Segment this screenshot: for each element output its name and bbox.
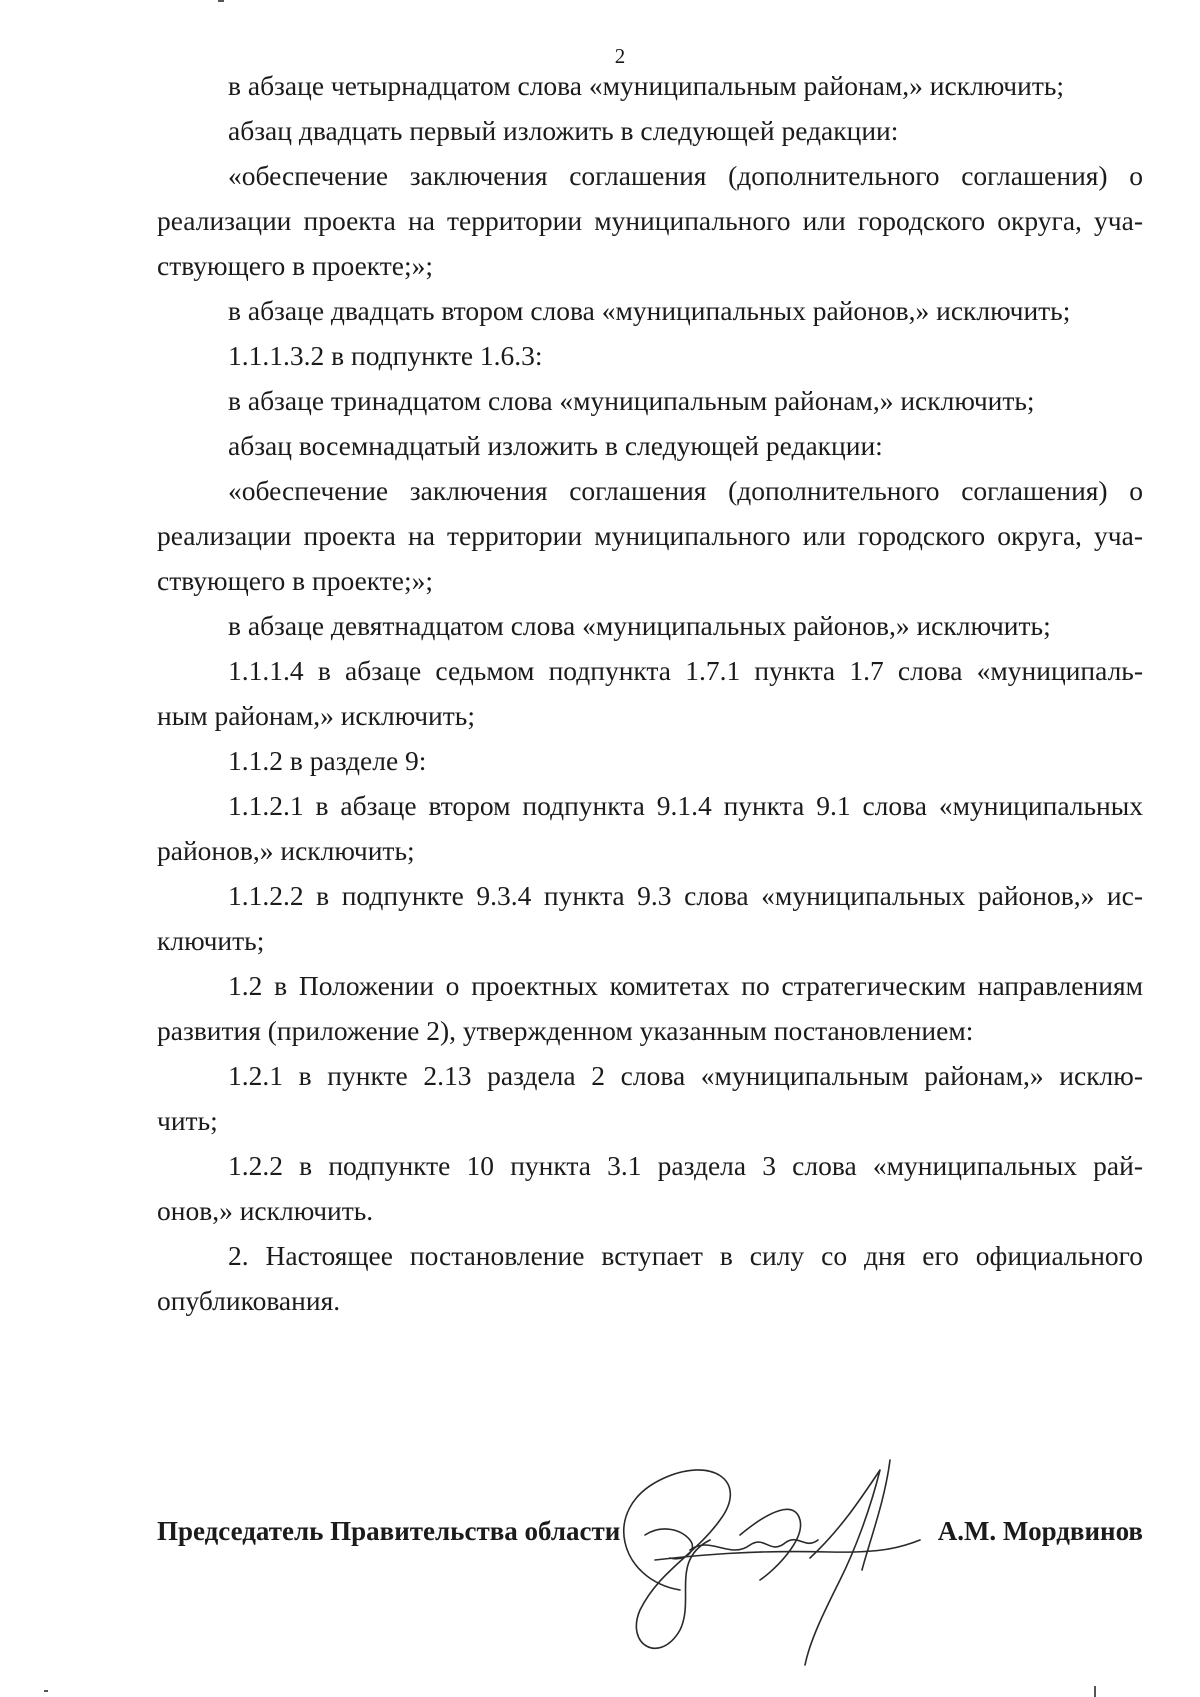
text-line: в абзаце девятнадцатом слова «муниципальных районов,» исключить; <box>228 610 1051 641</box>
text-line: районов,» исключить; <box>157 835 415 866</box>
text-line: онов,» исключить. <box>157 1195 374 1226</box>
scan-artifact <box>44 1690 48 1692</box>
signatory-name: А.М. Мордвинов <box>937 1516 1143 1546</box>
text-line: «обеспечение заключения соглашения (дополнительного соглашения) о <box>228 475 1143 506</box>
text-line: чить; <box>157 1105 218 1136</box>
text-line: 2. Настоящее постановление вступает в силу со дня его официального <box>228 1240 1143 1271</box>
text-line: реализации проекта на территории муниципального или городского округа, уча- <box>157 205 1143 236</box>
signatory-title: Председатель Правительства области <box>157 1516 621 1546</box>
signature-block <box>157 1511 1143 1551</box>
text-line: 1.1.2.2 в подпункте 9.3.4 пункта 9.3 слова «муниципальных районов,» ис- <box>228 880 1143 911</box>
text-line: в абзаце двадцать втором слова «муниципальных районов,» исключить; <box>228 295 1071 326</box>
text-line: абзац двадцать первый изложить в следующей редакции: <box>228 115 899 146</box>
text-line: ключить; <box>157 925 265 956</box>
text-line: «обеспечение заключения соглашения (дополнительного соглашения) о <box>228 160 1143 191</box>
text-line: 1.2.1 в пункте 2.13 раздела 2 слова «муниципальным районам,» исклю- <box>228 1060 1143 1091</box>
text-line: 1.1.2 в разделе 9: <box>228 745 427 776</box>
text-line: в абзаце четырнадцатом слова «муниципальным районам,» исключить; <box>228 70 1065 101</box>
scan-artifact <box>218 0 224 2</box>
text-line: 1.1.1.3.2 в подпункте 1.6.3: <box>228 340 543 371</box>
text-line: 1.2 в Положении о проектных комитетах по стратегическим направлениям <box>228 970 1143 1001</box>
text-line: 1.2.2 в подпункте 10 пункта 3.1 раздела 3 слова «муниципальных рай- <box>228 1150 1143 1181</box>
text-line: ствующего в проекте;»; <box>157 565 434 596</box>
text-line: развития (приложение 2), утвержденном указанным постановлением: <box>157 1015 974 1046</box>
page-number: 2 <box>614 44 626 68</box>
text-line: 1.1.1.4 в абзаце седьмом подпункта 1.7.1 пункта 1.7 слова «муниципаль- <box>228 655 1143 686</box>
text-line: в абзаце тринадцатом слова «муниципальным районам,» исключить; <box>228 385 1035 416</box>
text-line: опубликования. <box>157 1285 341 1316</box>
text-line: абзац восемнадцатый изложить в следующей редакции: <box>228 430 883 461</box>
text-line: 1.1.2.1 в абзаце втором подпункта 9.1.4 пункта 9.1 слова «муниципальных <box>228 790 1143 821</box>
text-line: ствующего в проекте;»; <box>157 250 434 281</box>
handwritten-signature <box>600 1440 960 1680</box>
text-line: реализации проекта на территории муниципального или городского округа, уча- <box>157 520 1143 551</box>
scan-artifact <box>1094 1686 1096 1697</box>
text-line: ным районам,» исключить; <box>157 700 475 731</box>
